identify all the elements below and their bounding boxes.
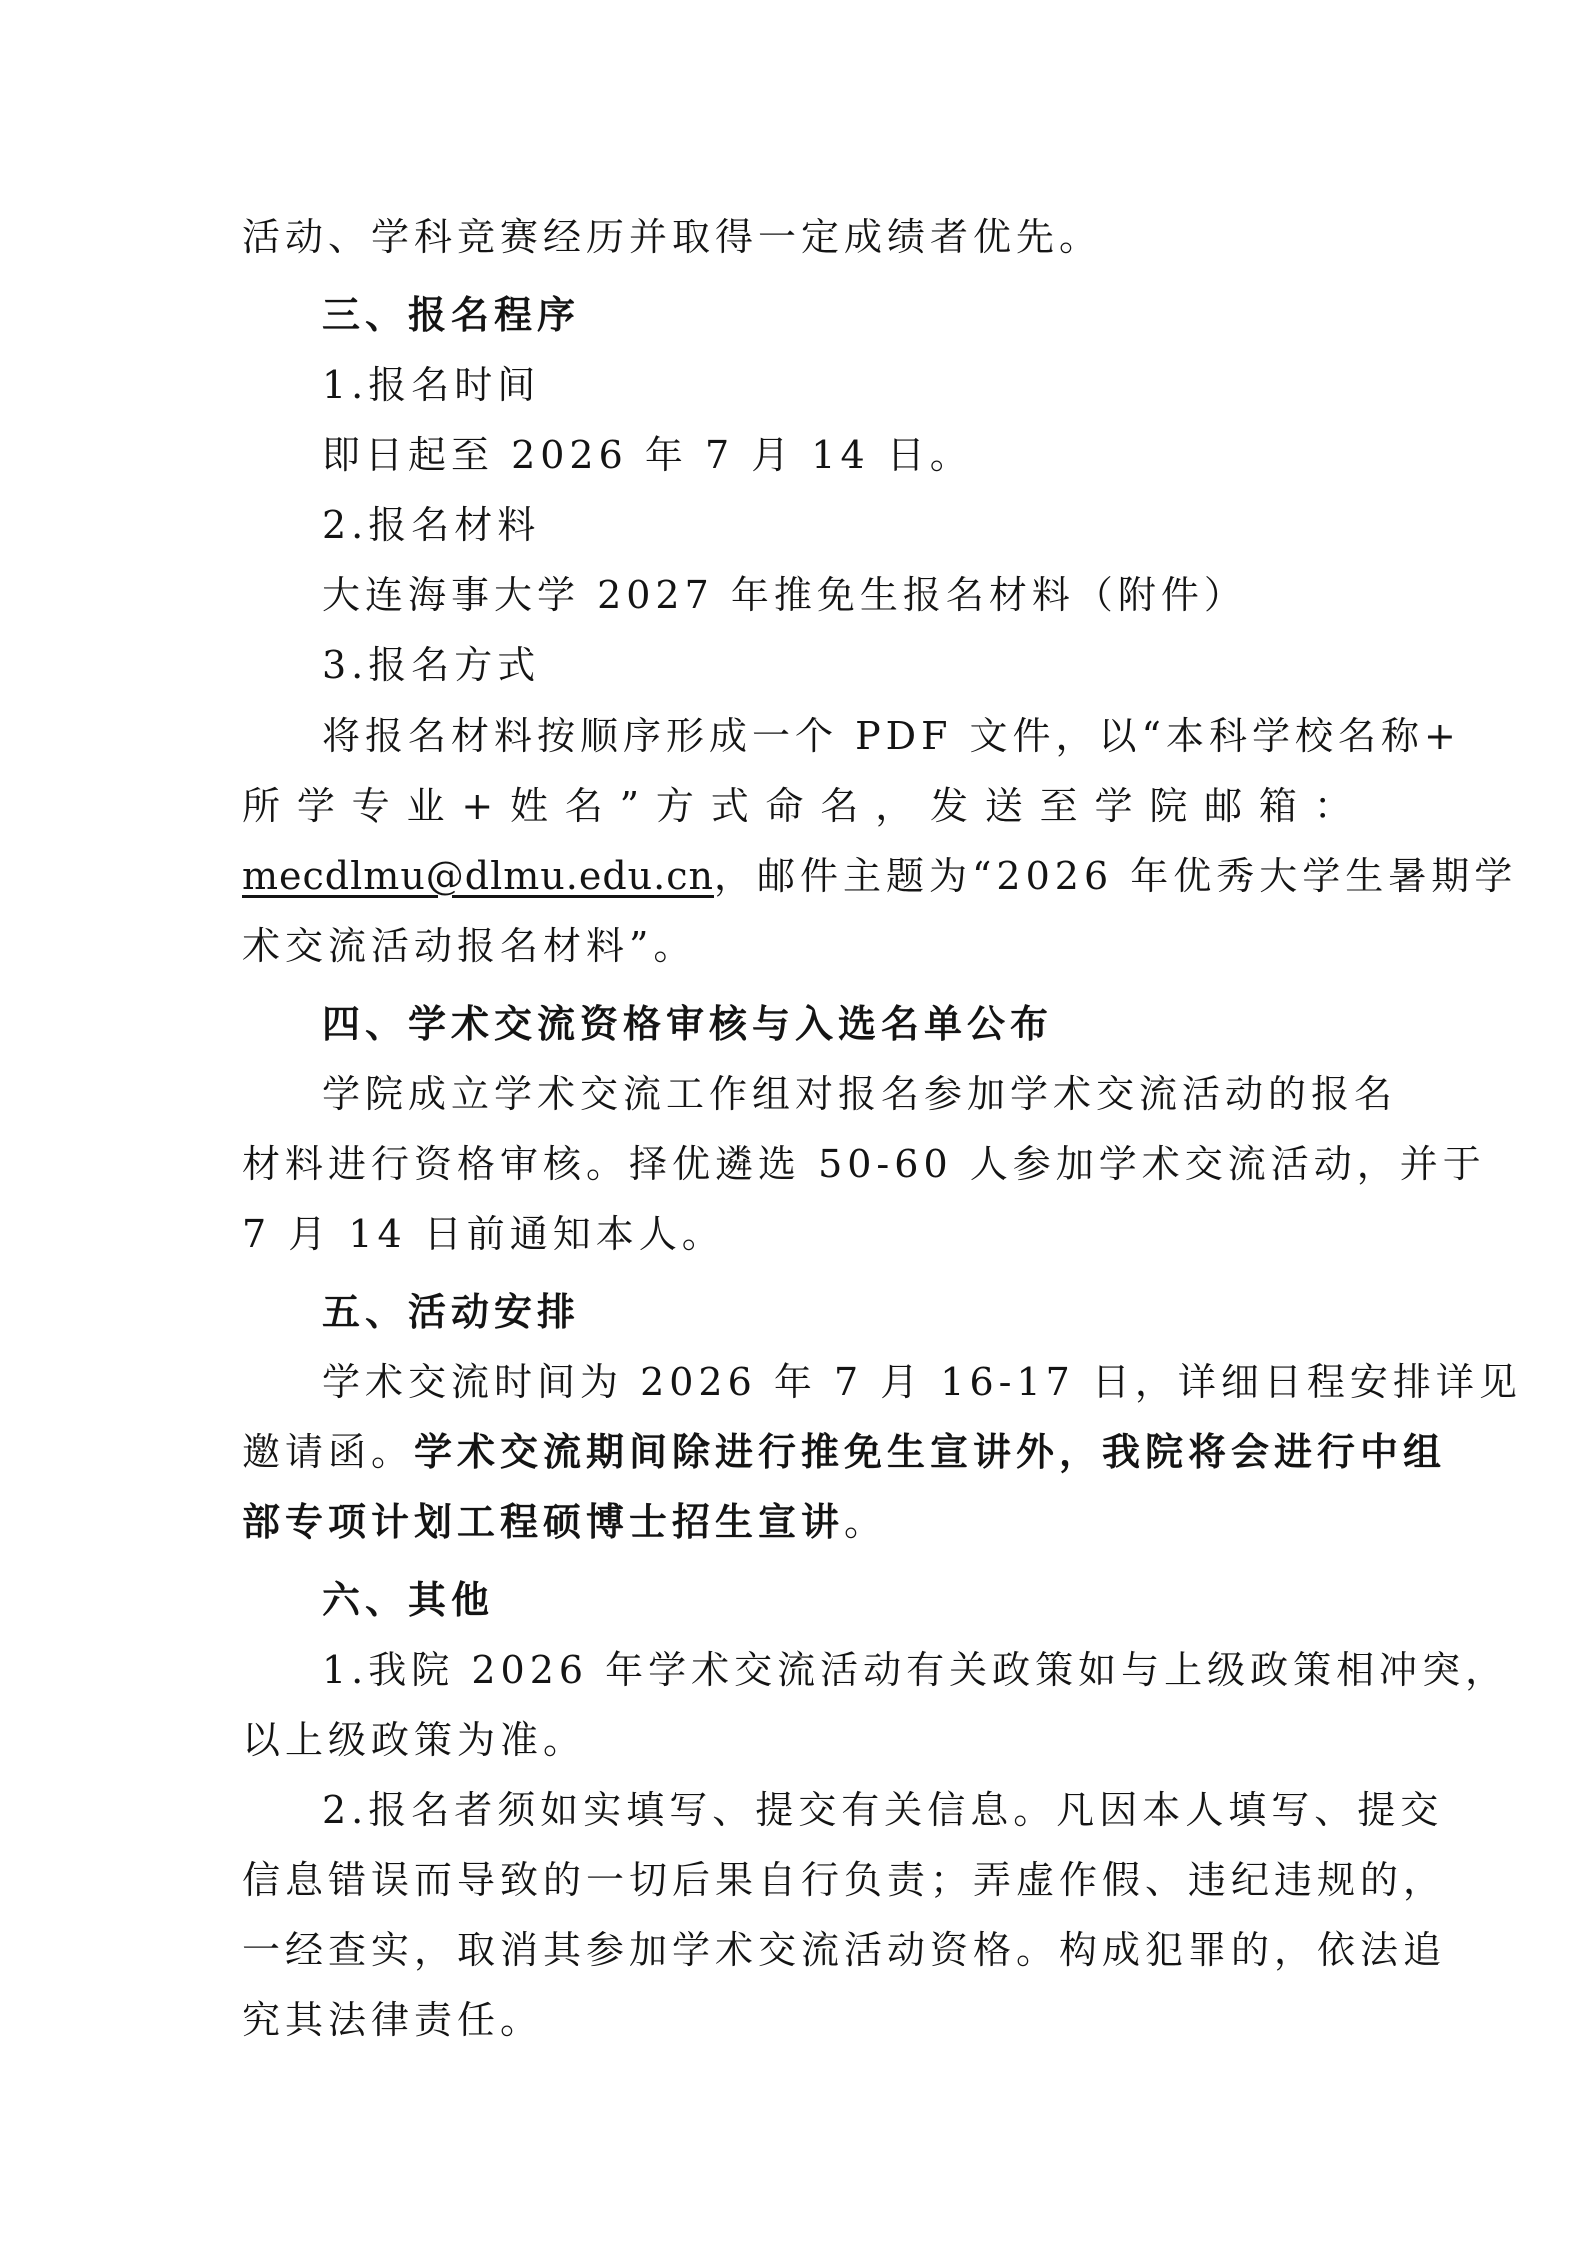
justified-char: + xyxy=(461,784,494,828)
section-heading-6: 六、其他 xyxy=(322,1578,495,1622)
paragraph-line: 术交流活动报名材料”。 xyxy=(242,924,697,968)
justified-char: ： xyxy=(1313,784,1352,828)
paragraph-line: 1.我院 2026 年学术交流活动有关政策如与上级政策相冲突， xyxy=(322,1648,1509,1692)
paragraph-line: 2.报名者须如实填写、提交有关信息。凡因本人填写、提交 xyxy=(322,1788,1444,1832)
section-heading-4: 四、学术交流资格审核与入选名单公布 xyxy=(322,1002,1054,1046)
justified-char: 邮 xyxy=(1204,784,1243,828)
paragraph-text: ，邮件主题为“2026 年优秀大学生暑期学 xyxy=(713,854,1518,898)
paragraph-line: 即日起至 2026 年 7 月 14 日。 xyxy=(322,433,973,477)
justified-char: 至 xyxy=(1039,784,1078,828)
justified-char: 命 xyxy=(765,784,804,828)
paragraph-line: 信息错误而导致的一切后果自行负责；弄虚作假、违纪违规的， xyxy=(242,1858,1447,1902)
justified-char: 送 xyxy=(984,784,1023,828)
justified-char: 名 xyxy=(820,784,859,828)
justified-char: 姓 xyxy=(509,784,548,828)
paragraph-line xyxy=(242,1428,1447,1476)
bold-text: 学术交流期间除进行推免生宣讲外，我院将会进行中组 xyxy=(414,1430,1447,1474)
justified-line xyxy=(242,782,1352,830)
paragraph-text: 邀请函。 xyxy=(242,1430,415,1474)
justified-char: 学 xyxy=(1094,784,1133,828)
paragraph-text: 。 xyxy=(844,1500,888,1544)
justified-char: 名 xyxy=(564,784,603,828)
justified-char: 院 xyxy=(1149,784,1188,828)
bold-text: 部专项计划工程硕博士招生宣讲 xyxy=(242,1500,845,1544)
justified-char: 式 xyxy=(710,784,749,828)
paragraph-line: 活动、学科竞赛经历并取得一定成绩者优先。 xyxy=(242,215,1103,259)
paragraph-line: 将报名材料按顺序形成一个 PDF 文件，以“本科学校名称+ xyxy=(322,714,1461,758)
paragraph-line: 7 月 14 日前通知本人。 xyxy=(242,1212,725,1256)
justified-char: 发 xyxy=(930,784,969,828)
paragraph-line: 材料进行资格审核。择优遴选 50-60 人参加学术交流活动，并于 xyxy=(242,1142,1486,1186)
paragraph-line: 学术交流时间为 2026 年 7 月 16-17 日，详细日程安排详见 xyxy=(322,1360,1522,1404)
section-heading-5: 五、活动安排 xyxy=(322,1290,581,1334)
justified-char: 专 xyxy=(351,784,390,828)
subsection-title: 3.报名方式 xyxy=(322,643,541,687)
subsection-title: 2.报名材料 xyxy=(322,503,541,547)
justified-char: 学 xyxy=(296,784,335,828)
paragraph-line: 学院成立学术交流工作组对报名参加学术交流活动的报名 xyxy=(322,1072,1398,1116)
paragraph-line: 一经查实，取消其参加学术交流活动资格。构成犯罪的，依法追 xyxy=(242,1928,1447,1972)
justified-char: 所 xyxy=(242,784,281,828)
justified-char: 箱 xyxy=(1258,784,1297,828)
justified-char: 业 xyxy=(406,784,445,828)
paragraph-line: 究其法律责任。 xyxy=(242,1998,544,2042)
section-heading-3: 三、报名程序 xyxy=(322,293,581,337)
justified-char: ” xyxy=(619,784,640,828)
subsection-title: 1.报名时间 xyxy=(322,363,541,407)
paragraph-line xyxy=(242,1498,1352,1546)
email-link[interactable]: mecdlmu@dlmu.edu.cn xyxy=(242,854,714,898)
paragraph-line: 大连海事大学 2027 年推免生报名材料（附件） xyxy=(322,573,1247,617)
paragraph-line: 以上级政策为准。 xyxy=(242,1718,587,1762)
justified-char: ， xyxy=(875,784,914,828)
paragraph-line xyxy=(242,852,1518,900)
justified-char: 方 xyxy=(655,784,694,828)
